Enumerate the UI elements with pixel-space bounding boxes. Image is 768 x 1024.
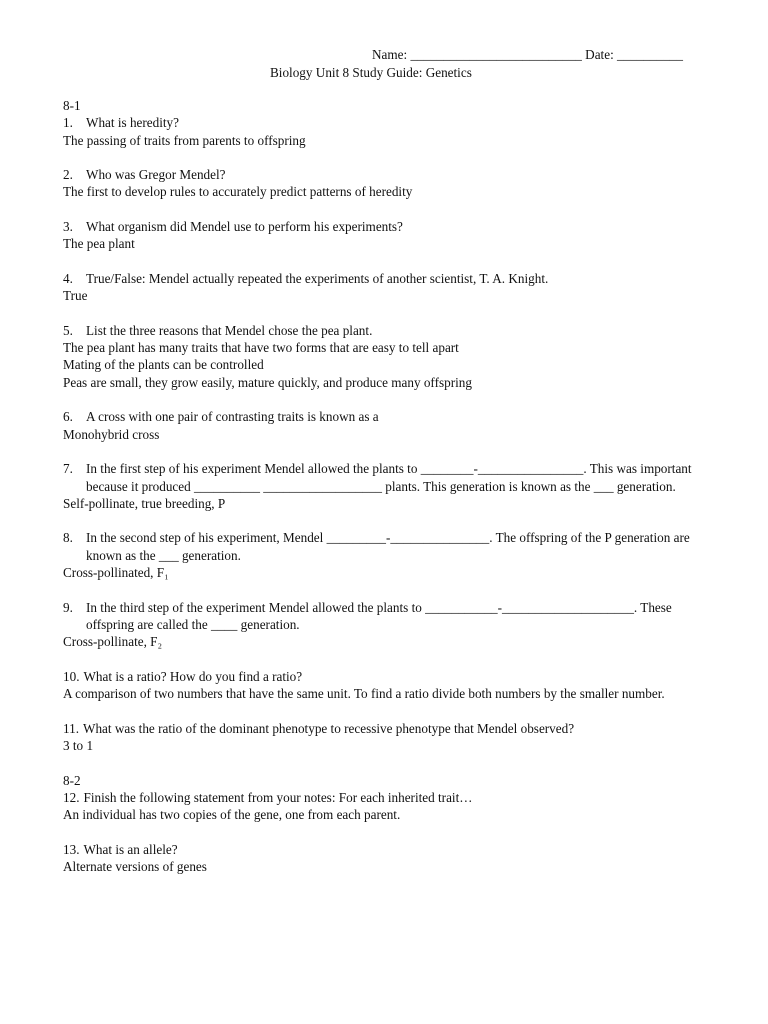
question-text: What is a ratio? How do you find a ratio? — [83, 668, 303, 684]
answer-text: 3 to 1 — [63, 737, 94, 753]
answer-text: The pea plant — [63, 236, 135, 252]
question-11 — [63, 720, 713, 755]
question-9 — [63, 599, 713, 651]
question-text: Finish the following statement from your notes: For each inherited trait… — [83, 789, 473, 805]
question-number: 4. — [63, 270, 73, 286]
question-number: 12. — [63, 789, 80, 805]
answer-text: Cross-pollinated, F₁ — [63, 565, 169, 581]
question-2 — [63, 166, 713, 201]
answer-line-1: The pea plant has many traits that have two forms that are easy to tell apart — [63, 340, 459, 356]
question-number: 6. — [63, 409, 73, 425]
answer-text: The passing of traits from parents to offspring — [63, 132, 306, 148]
question-text: List the three reasons that Mendel chose the pea plant. — [86, 322, 373, 338]
question-text: What is an allele? — [83, 841, 178, 857]
question-8 — [63, 529, 713, 581]
question-text: In the third step of the experiment Mendel allowed the plants to ___________-____________________. These offspring are called the ____ generation. — [86, 599, 676, 632]
question-number: 9. — [63, 599, 73, 615]
question-1 — [63, 114, 713, 149]
question-number: 5. — [63, 322, 73, 338]
question-text: In the first step of his experiment Mendel allowed the plants to ________-________________. This was important because it produced __________ __________________ plants. This generation is known as the ___ generation. — [86, 461, 695, 494]
question-12 — [63, 789, 713, 824]
section-heading-8-1: 8-1 — [63, 98, 81, 113]
question-text: What is heredity? — [86, 115, 180, 131]
document-body — [63, 97, 713, 893]
question-number: 8. — [63, 530, 73, 546]
answer-text: The first to develop rules to accurately predict patterns of heredity — [63, 184, 413, 200]
document-title: Biology Unit 8 Study Guide: Genetics — [270, 65, 472, 80]
answer-text: An individual has two copies of the gene, one from each parent. — [63, 807, 401, 823]
question-text: What was the ratio of the dominant phenotype to recessive phenotype that Mendel observed? — [83, 720, 575, 736]
question-text: In the second step of his experiment, Mendel _________-_______________. The offspring of the P generation are known as the ___ generation. — [86, 530, 693, 563]
answer-text: Cross-pollinate, F₂ — [63, 634, 163, 650]
answer-line-3: Peas are small, they grow easily, mature quickly, and produce many offspring — [63, 374, 472, 390]
question-text: A cross with one pair of contrasting traits is known as a — [86, 409, 379, 425]
question-4 — [63, 270, 713, 305]
answer-text: A comparison of two numbers that have the same unit. To find a ratio divide both numbers by the smaller number. — [63, 686, 665, 702]
question-7 — [63, 460, 713, 512]
question-text: True/False: Mendel actually repeated the experiments of another scientist, T. A. Knight. — [86, 270, 549, 286]
question-number: 11. — [63, 720, 79, 736]
question-text: Who was Gregor Mendel? — [86, 167, 226, 183]
question-number: 3. — [63, 219, 73, 235]
answer-text: Monohybrid cross — [63, 426, 160, 442]
answer-line-2: Mating of the plants can be controlled — [63, 357, 264, 373]
answer-text: True — [63, 288, 88, 304]
section-heading-8-2: 8-2 — [63, 772, 81, 788]
question-number: 13. — [63, 841, 80, 857]
question-number: 7. — [63, 461, 73, 477]
name-date-line: Name: __________________________ Date: __________ — [372, 47, 683, 62]
question-text: What organism did Mendel use to perform his experiments? — [86, 219, 403, 235]
question-5 — [63, 322, 713, 391]
question-number: 1. — [63, 115, 73, 131]
question-6 — [63, 408, 713, 443]
question-13 — [63, 841, 713, 876]
question-10 — [63, 668, 713, 703]
answer-text: Alternate versions of genes — [63, 859, 207, 875]
question-3 — [63, 218, 713, 253]
question-number: 10. — [63, 668, 80, 684]
answer-text: Self-pollinate, true breeding, P — [63, 495, 226, 511]
question-number: 2. — [63, 167, 73, 183]
